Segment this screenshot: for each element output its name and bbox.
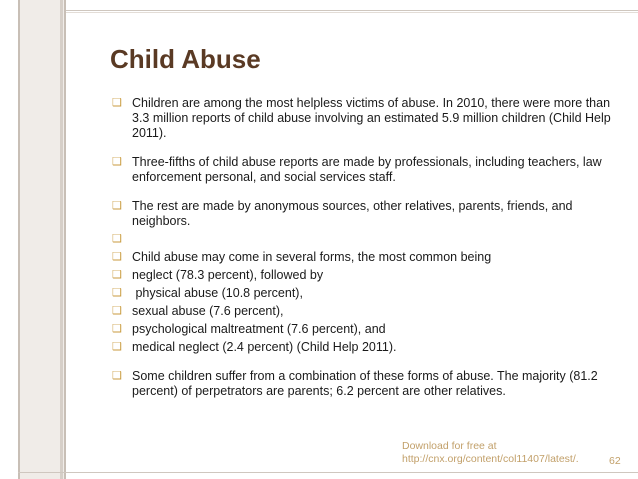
- bullet-text: neglect (78.3 percent), followed by: [132, 268, 324, 282]
- bullet-text: medical neglect (2.4 percent) (Child Help 2011).: [132, 340, 397, 354]
- left-border-inner-rule: [60, 0, 63, 479]
- bullet-icon: ❑: [112, 305, 122, 317]
- bullet-item: [112, 322, 624, 337]
- bullet-text: Children are among the most helpless victims of abuse. In 2010, there were more than 3.3 million reports of child abuse involving an estimated 5.9 million children (Child Help 2011).: [132, 96, 611, 140]
- top-rule-secondary: [18, 12, 638, 13]
- bullet-item: [112, 96, 624, 141]
- left-border-band: [18, 0, 66, 479]
- slide-title: Child Abuse: [110, 44, 261, 74]
- footer-line-1: Download for free at: [402, 440, 497, 452]
- footer-source-link[interactable]: [402, 440, 602, 466]
- page-number: 62: [609, 455, 621, 467]
- bullet-text: physical abuse (10.8 percent),: [132, 286, 303, 300]
- bullet-icon: ❑: [112, 233, 122, 245]
- bullet-text: Child abuse may come in several forms, the most common being: [132, 250, 492, 264]
- bullet-item: [112, 369, 624, 399]
- bullet-item: [112, 268, 624, 283]
- bullet-item-empty: [112, 232, 624, 247]
- bullet-icon: ❑: [112, 156, 122, 168]
- bullet-text: psychological maltreatment (7.6 percent), and: [132, 322, 386, 336]
- footer-line-2: http://cnx.org/content/col11407/latest/.: [402, 453, 579, 465]
- bullet-icon: ❑: [112, 370, 122, 382]
- bullet-icon: ❑: [112, 287, 122, 299]
- bullet-text: Three-fifths of child abuse reports are made by professionals, including teachers, law enforcement personal, and social services staff.: [132, 155, 602, 184]
- bullet-icon: ❑: [112, 200, 122, 212]
- bullet-item: [112, 199, 624, 229]
- bullet-text: The rest are made by anonymous sources, other relatives, parents, friends, and neighbors.: [132, 199, 573, 228]
- bottom-rule: [18, 472, 638, 473]
- bullet-icon: ❑: [112, 251, 122, 263]
- bullet-item: [112, 286, 624, 301]
- bullet-list: [112, 96, 624, 399]
- bullet-icon: ❑: [112, 269, 122, 281]
- bullet-icon: ❑: [112, 323, 122, 335]
- bullet-text: sexual abuse (7.6 percent),: [132, 304, 284, 318]
- bullet-text: Some children suffer from a combination of these forms of abuse. The majority (81.2 percent) of perpetrators are parents; 6.2 percent are other relatives.: [132, 369, 598, 398]
- bullet-item: [112, 250, 624, 265]
- bullet-icon: ❑: [112, 341, 122, 353]
- bullet-item: [112, 340, 624, 355]
- bullet-icon: ❑: [112, 97, 122, 109]
- bullet-item: [112, 155, 624, 185]
- top-rule: [18, 10, 638, 11]
- bullet-item: [112, 304, 624, 319]
